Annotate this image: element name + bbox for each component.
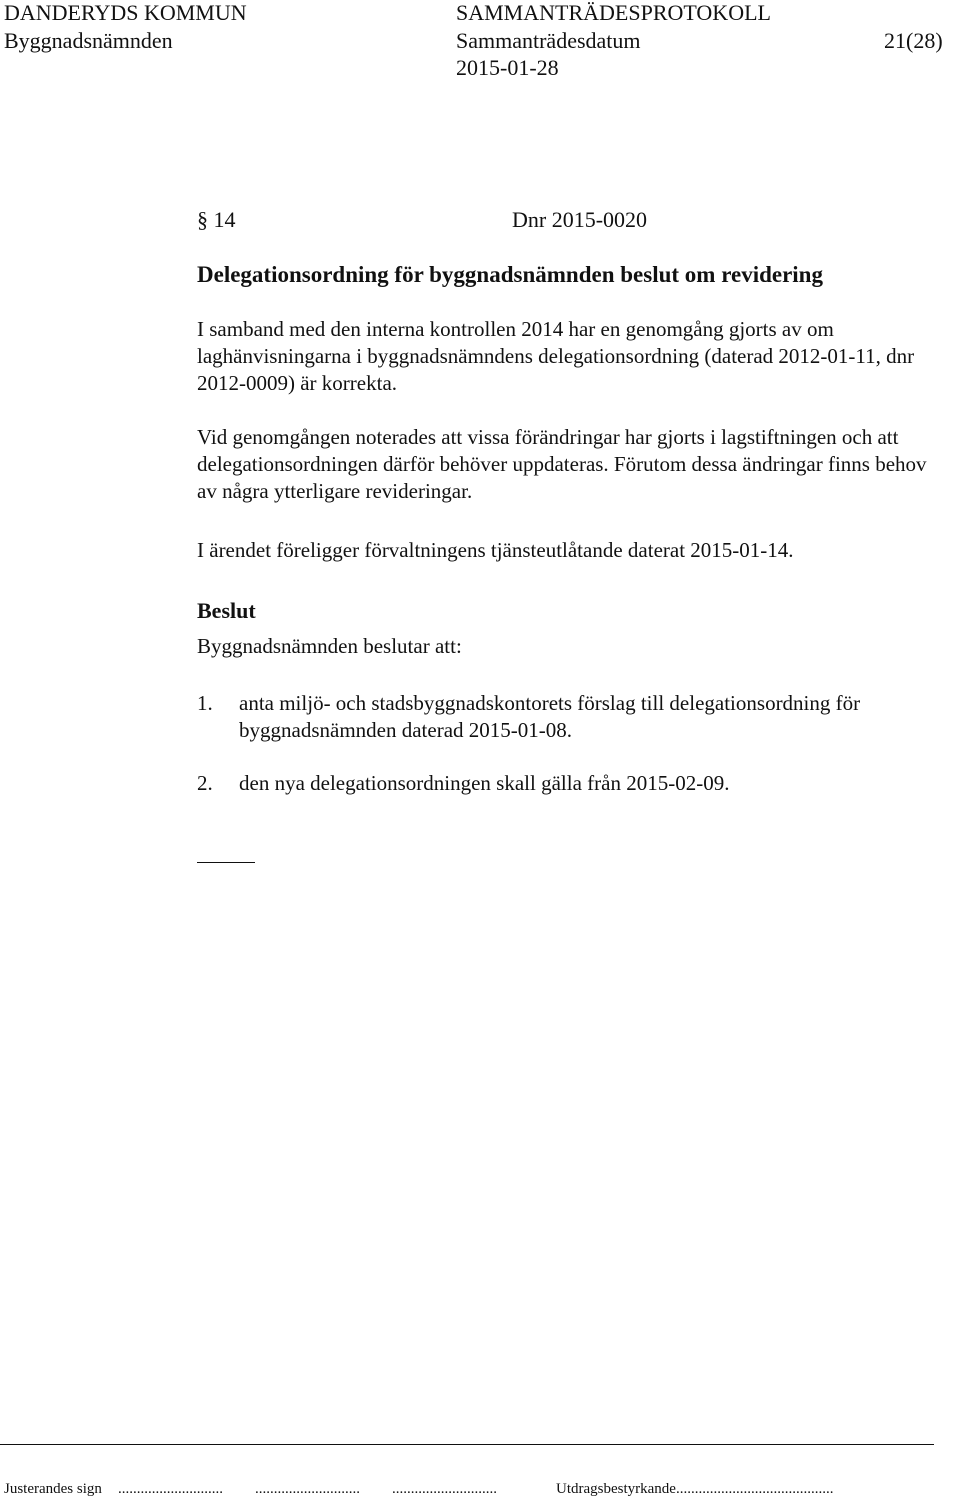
list-number: 1. [197, 691, 213, 715]
list-text: anta miljö- och stadsbyggnadskontorets förslag till delegationsordning för byggnadsnämnden daterad 2015-01-08. [239, 691, 861, 742]
list-text: den nya delegationsordningen skall gälla från 2015-02-09. [239, 771, 730, 795]
decision-intro: Byggnadsnämnden beslutar att: [197, 634, 462, 658]
signature-line-2: ............................ [255, 1481, 360, 1497]
diary-number: Dnr 2015-0020 [512, 207, 648, 232]
list-number: 2. [197, 771, 213, 795]
signature-line-1: ............................ [118, 1481, 223, 1497]
paragraph-2 [197, 424, 927, 505]
paragraph-text: I samband med den interna kontrollen 2014 har en genomgång gjorts av om laghänvisningarna i byggnadsnämndens delegationsordning (daterad 2012-01-11, dnr 2012-0009) är korrekta. [197, 317, 915, 395]
decision-heading: Beslut [197, 598, 256, 623]
section-title: Delegationsordning för byggnadsnämnden beslut om revidering [197, 262, 823, 287]
section-number: § 14 [197, 207, 236, 232]
paragraph-text: Vid genomgången noterades att vissa förändringar har gjorts i lagstiftningen och att delegationsordningen därför behöver uppdateras. Förutom dessa ändringar finns behov av några ytterligare revideringar. [197, 425, 927, 503]
date-label: Sammanträdesdatum [456, 28, 641, 53]
municipality-name: DANDERYDS KOMMUN [4, 0, 247, 25]
section-end-rule [197, 862, 255, 863]
document-type: SAMMANTRÄDESPROTOKOLL [456, 0, 771, 25]
meeting-date: 2015-01-28 [456, 55, 559, 80]
paragraph-text: I ärendet föreligger förvaltningens tjänsteutlåtande daterat 2015-01-14. [197, 538, 794, 562]
page-number: 21(28) [884, 28, 943, 53]
signature-line-3: ............................ [392, 1481, 497, 1497]
footer-rule [0, 1444, 934, 1445]
paragraph-1 [197, 316, 927, 397]
paragraph-3 [197, 537, 937, 564]
sign-label: Justerandes sign [4, 1481, 102, 1497]
committee-name: Byggnadsnämnden [4, 28, 173, 53]
decision-item-1 [197, 690, 937, 744]
extract-certification: Utdragsbestyrkande.......................................... [556, 1481, 834, 1497]
decision-item-2 [197, 770, 937, 797]
